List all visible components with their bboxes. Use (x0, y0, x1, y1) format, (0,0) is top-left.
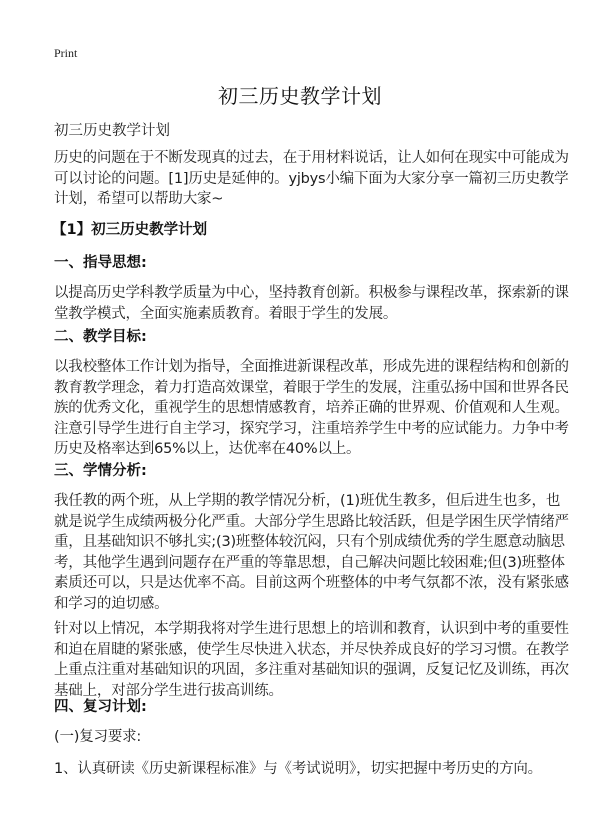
goals-paragraph (54, 357, 569, 460)
text-line: 教育教学理念，着力打造高效课堂，着眼于学生的发展，注重弘扬中国和世界各民 (54, 379, 569, 396)
text-line: 族的优秀文化，重视学生的思想情感教育，培养正确的世界观、价值观和人生观。 (54, 400, 569, 416)
text-line: 重，且基础知识不够扎实;(3)班整体较沉闷，只有个别成绩优秀的学生愿意动脑思 (54, 534, 565, 550)
section-heading-main: 【1】初三历史教学计划 (52, 222, 208, 238)
guiding-paragraph (54, 283, 569, 324)
text-line: 1、认真研读《历史新课程标准》与《考试说明》，切实把握中考历史的方向。 (54, 761, 542, 777)
text-line: 和迫在眉睫的紧张感，使学生尽快进入状态，并尽快养成良好的学习习惯。在教学 (54, 641, 569, 658)
text-line: 历史的问题在于不断发现真的过去，在于用材料说话，让人如何在现实中可能成为 (54, 150, 569, 166)
text-line: 堂教学模式，全面实施素质教育。着眼于学生的发展。 (54, 305, 398, 322)
print-link[interactable]: Print (54, 46, 78, 60)
analysis-paragraph (54, 491, 569, 614)
section-heading-analysis: 三、学情分析: (54, 463, 147, 479)
text-line: 注意引导学生进行自主学习，探究学习，注重培养学生中考的应试能力。力争中考 (54, 420, 569, 437)
text-line: 素质还可以，只是达优率不高。目前这两个班整体的中考气氛都不浓，没有紧张感 (54, 575, 569, 591)
intro-paragraph (54, 148, 569, 210)
section-heading-goals: 二、教学目标: (54, 329, 147, 345)
section-heading-review: 四、复习计划: (54, 699, 147, 715)
text-line: 计划，希望可以帮助大家~ (54, 191, 224, 207)
page-subtitle: 初三历史教学计划 (54, 123, 170, 139)
text-line: 就是说学生成绩两极分化严重。大部分学生思路比较活跃，但是学困生厌学情绪严 (54, 513, 569, 530)
text-line: 针对以上情况，本学期我将对学生进行思想上的培训和教育，认识到中考的重要性 (54, 621, 569, 637)
review-paragraph (54, 759, 542, 780)
analysis-paragraph-2 (54, 619, 569, 701)
section-heading-guiding: 一、指导思想: (54, 255, 147, 271)
text-line: 考，其他学生遇到问题存在严重的等靠思想，自己解决问题比较困难;但(3)班整体 (54, 554, 565, 571)
text-line: 以我校整体工作计划为指导，全面推进新课程改革，形成先进的课程结构和创新的 (54, 359, 569, 375)
text-line: 以提高历史学科教学质量为中心，坚持教育创新。积极参与课程改革，探索新的课 (54, 285, 569, 301)
text-line: 基础上，对部分学生进行拔高训练。 (54, 682, 283, 699)
page-title: 初三历史教学计划 (218, 84, 382, 108)
text-line: 历史及格率达到65%以上，达优率在40%以上。 (54, 441, 361, 457)
text-line: 上重点注重对基础知识的巩固，多注重对基础知识的强调，反复记忆及训练，再次 (54, 662, 569, 678)
text-line: 我任教的两个班，从上学期的教学情况分析，(1)班优生教多，但后进生也多，也 (54, 493, 561, 509)
text-line: 可以讨论的问题。[1]历史是延伸的。yjbys小编下面为大家分享一篇初三历史教学 (54, 170, 569, 187)
review-subheading: (一)复习要求: (54, 729, 142, 745)
text-line: 和学习的迫切感。 (54, 595, 169, 612)
